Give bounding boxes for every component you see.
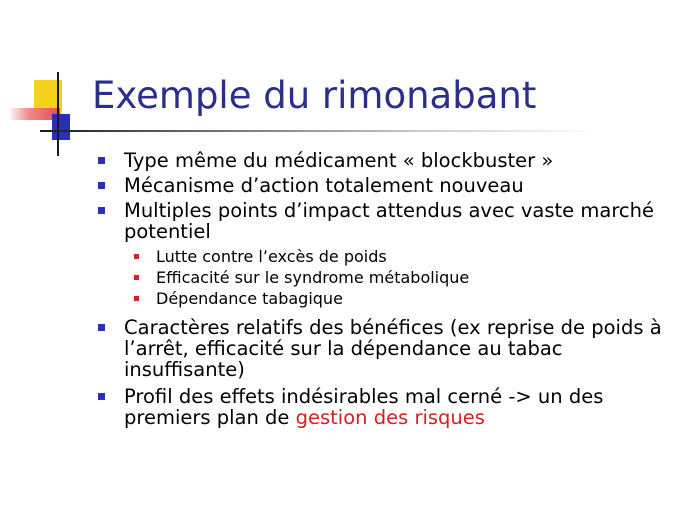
- bullet-text: Multiples points d’impact attendus avec vaste marché potentiel: [124, 199, 654, 243]
- red-square-bullet-icon: [134, 275, 139, 280]
- sub-list-item: [124, 267, 678, 288]
- sub-bullet-list: [124, 246, 678, 309]
- list-item: [98, 386, 678, 428]
- sub-list-item: [124, 246, 678, 267]
- square-bullet-icon: [98, 182, 105, 189]
- square-bullet-icon: [98, 157, 105, 164]
- bullet-text: Profil des effets indésirables mal cerné -> un des premiers plan de: [124, 385, 604, 429]
- blue-square-shape: [52, 114, 70, 140]
- sub-bullet-text: Efficacité sur le syndrome métabolique: [156, 268, 470, 287]
- bullet-text: Caractères relatifs des bénéfices (ex reprise de poids à l’arrêt, efficacité sur la dépendance au tabac insuffisante): [124, 316, 662, 381]
- list-item: [98, 200, 678, 309]
- list-item: [98, 175, 678, 196]
- list-item: [98, 150, 678, 171]
- slide-title: Exemple du rimonabant: [92, 74, 537, 117]
- vertical-rule: [57, 72, 59, 156]
- bullet-list: [98, 150, 678, 432]
- bullet-text: Type même du médicament « blockbuster »: [124, 149, 554, 172]
- list-item: [98, 317, 678, 380]
- red-square-bullet-icon: [134, 254, 139, 259]
- sub-bullet-text: Lutte contre l’excès de poids: [156, 247, 387, 266]
- highlighted-text: gestion des risques: [295, 406, 485, 429]
- sub-list-item: [124, 288, 678, 309]
- square-bullet-icon: [98, 324, 105, 331]
- title-underline: [40, 130, 600, 132]
- square-bullet-icon: [98, 207, 105, 214]
- sub-bullet-text: Dépendance tabagique: [156, 289, 343, 308]
- square-bullet-icon: [98, 393, 105, 400]
- red-square-bullet-icon: [134, 296, 139, 301]
- bullet-text: Mécanisme d’action totalement nouveau: [124, 174, 524, 197]
